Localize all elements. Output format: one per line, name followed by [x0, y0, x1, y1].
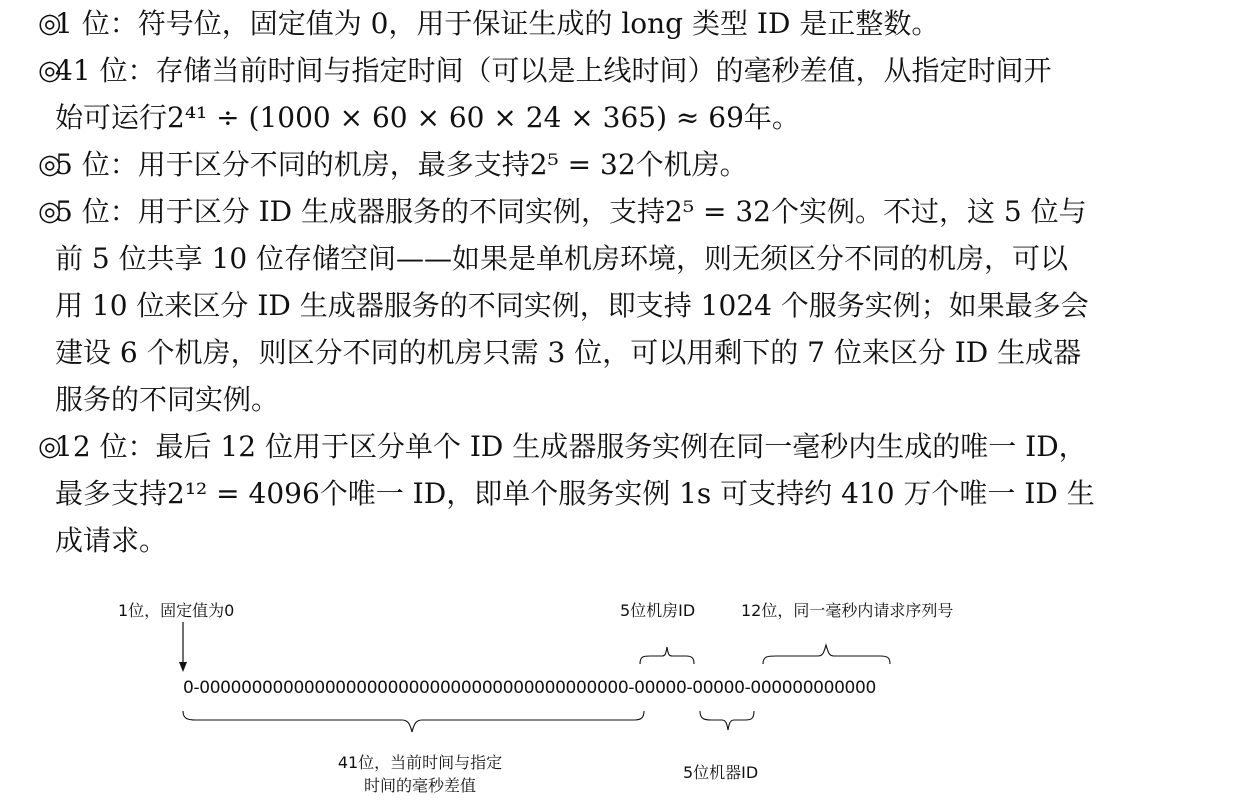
paragraph-line: 5 位：用于区分 ID 生成器服务的不同实例，支持2⁵ = 32个实例。不过，这 5 位与 [55, 195, 1087, 228]
datacenter-id-label: 5位机房ID [620, 601, 696, 620]
paragraph-line: 建设 6 个机房，则区分不同的机房只需 3 位，可以用剩下的 7 位来区分 ID 生成器 [55, 336, 1082, 369]
paragraph-line: 用 10 位来区分 ID 生成器服务的不同实例，即支持 1024 个服务实例；如果最多会 [55, 289, 1089, 322]
paragraph-line: 服务的不同实例。 [55, 383, 280, 416]
machine-brace-icon [700, 711, 754, 730]
paragraph-line: 前 5 位共享 10 位存储空间——如果是单机房环境，则无须区分不同的机房，可以 [55, 242, 1069, 275]
timestamp-label-line1: 41位，当前时间与指定 [337, 753, 503, 772]
snowflake-id-string: 0-00000000000000000000000000000000000000000-00000-00000-000000000000 [183, 678, 876, 698]
paragraph-line: 成请求。 [55, 524, 168, 557]
datacenter-brace-icon [640, 647, 694, 664]
timestamp-label [300, 750, 540, 796]
sign-bit-arrow-icon [179, 622, 187, 672]
timestamp-brace-icon [183, 711, 644, 732]
paragraph-line: 最多支持2¹² = 4096个唯一 ID，即单个服务实例 1s 可支持约 410 万个唯一 ID 生 [55, 477, 1095, 510]
bullet-icon: ◎ [38, 149, 62, 180]
sequence-label: 12位，同一毫秒内请求序列号 [741, 601, 954, 620]
bullet-icon: ◎ [38, 196, 62, 227]
bullet-icon: ◎ [38, 8, 62, 39]
paragraph-line: 始可运行2⁴¹ ÷ (1000 × 60 × 60 × 24 × 365) ≈ 69年。 [55, 101, 800, 134]
machine-id-label: 5位机器ID [683, 763, 759, 782]
sequence-brace-icon [763, 645, 890, 664]
timestamp-label-line2: 时间的毫秒差值 [363, 776, 476, 795]
bullet-icon: ◎ [38, 431, 62, 462]
paragraph-line: 5 位：用于区分不同的机房，最多支持2⁵ = 32个机房。 [55, 148, 748, 181]
paragraph-line: 1 位：符号位，固定值为 0，用于保证生成的 long 类型 ID 是正整数。 [55, 7, 940, 40]
bullet-icon: ◎ [38, 55, 62, 86]
sign-bit-label: 1位，固定值为0 [118, 601, 235, 620]
snowflake-id-diagram [0, 570, 1241, 806]
paragraph-line: 12 位：最后 12 位用于区分单个 ID 生成器服务实例在同一毫秒内生成的唯一 ID， [55, 430, 1087, 463]
paragraph-line: 41 位：存储当前时间与指定时间（可以是上线时间）的毫秒差值，从指定时间开 [55, 54, 1052, 87]
